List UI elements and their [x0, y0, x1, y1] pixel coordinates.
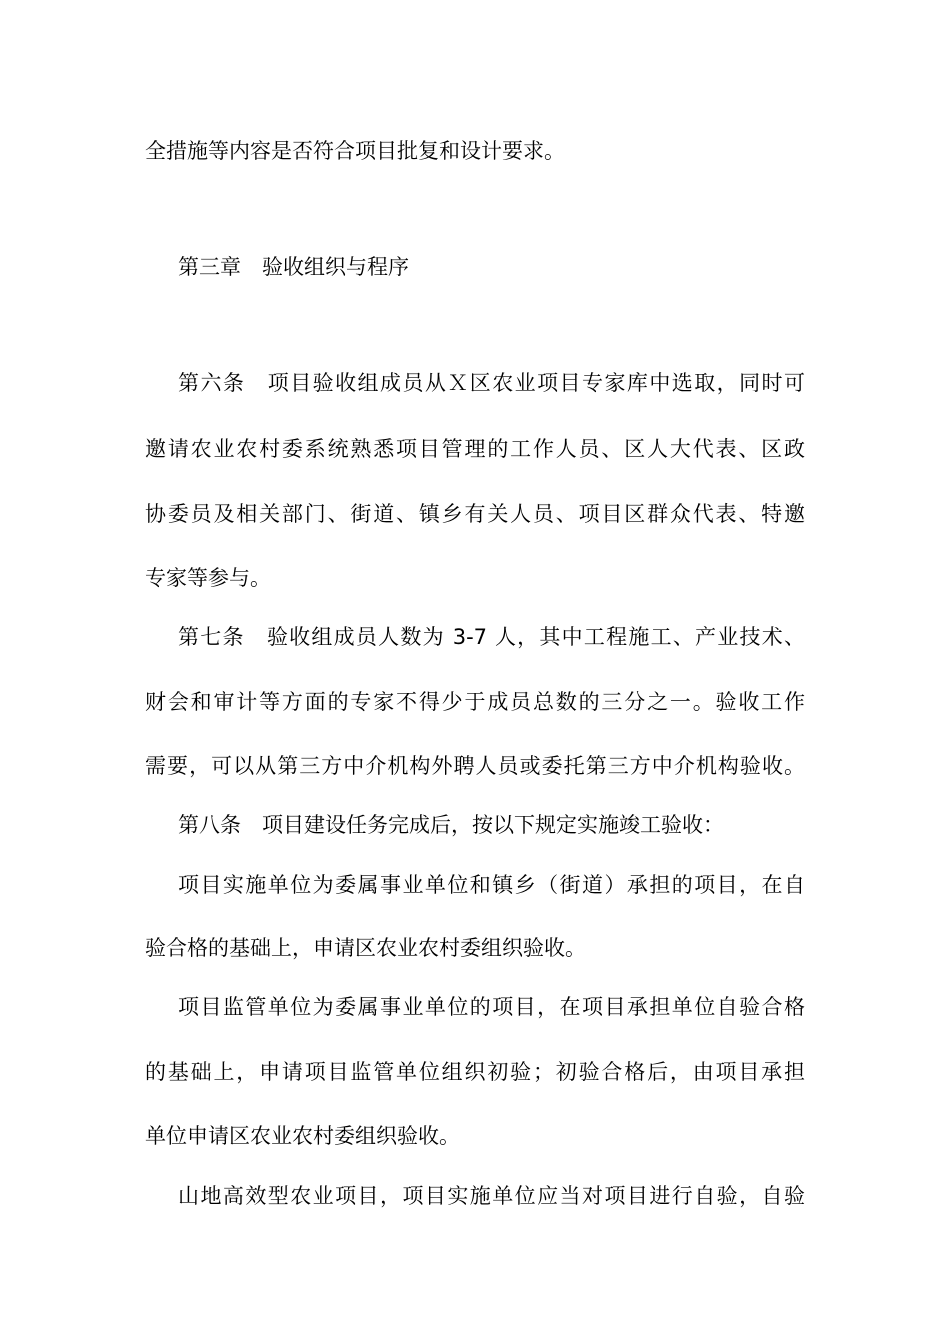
text-line: 验合格的基础上，申请区农业农村委组织验收。	[145, 936, 586, 960]
text-line: 第八条 项目建设任务完成后，按以下规定实施竣工验收：	[178, 813, 724, 837]
text-line: 需要，可以从第三方中介机构外聘人员或委托第三方中介机构验收。	[145, 754, 805, 778]
text-line: 山地高效型农业项目，项目实施单位应当对项目进行自验，自验	[178, 1184, 805, 1208]
text-line: 第七条 验收组成员人数为 3-7 人，其中工程施工、产业技术、	[178, 625, 805, 649]
text-line: 的基础上，申请项目监管单位组织初验；初验合格后，由项目承担	[145, 1060, 805, 1084]
text-line: 专家等参与。	[145, 566, 271, 590]
chapter-heading: 第三章 验收组织与程序	[178, 255, 409, 279]
text-line: 协委员及相关部门、街道、镇乡有关人员、项目区群众代表、特邀	[145, 502, 805, 526]
text-line: 财会和审计等方面的专家不得少于成员总数的三分之一。验收工作	[145, 690, 805, 714]
text-line: 全措施等内容是否符合项目批复和设计要求。	[145, 139, 565, 163]
text-line: 项目实施单位为委属事业单位和镇乡（街道）承担的项目，在自	[178, 873, 805, 897]
text-line: 项目监管单位为委属事业单位的项目，在项目承担单位自验合格	[178, 995, 805, 1019]
text-line: 单位申请区农业农村委组织验收。	[145, 1124, 460, 1148]
text-line: 邀请农业农村委系统熟悉项目管理的工作人员、区人大代表、区政	[145, 437, 805, 461]
text-line: 第六条 项目验收组成员从Ｘ区农业项目专家库中选取，同时可	[178, 371, 805, 395]
